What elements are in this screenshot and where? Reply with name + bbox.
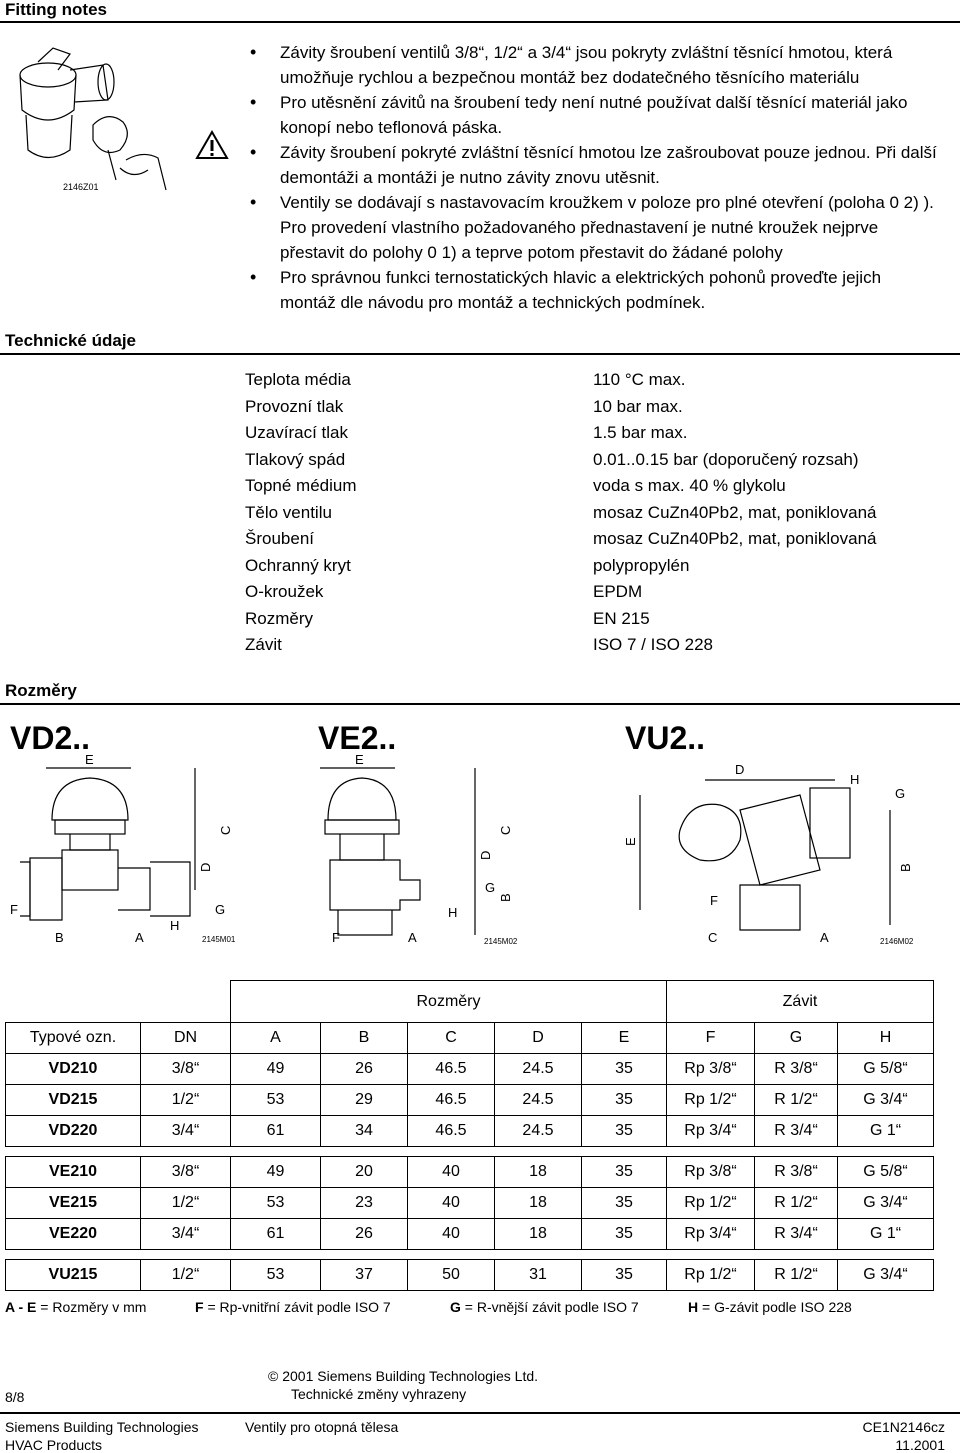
tech-value: 1.5 bar max. bbox=[593, 423, 688, 442]
tech-value: 0.01..0.15 bar (doporučený rozsah) bbox=[593, 449, 859, 469]
tech-key: Tlakový spád bbox=[245, 449, 346, 469]
table-cell: 35 bbox=[582, 1085, 667, 1116]
dimensions-table bbox=[5, 980, 934, 1291]
table-cell: 34 bbox=[321, 1116, 408, 1147]
table-cell: R 1/2“ bbox=[755, 1188, 838, 1219]
table-cell: 3/4“ bbox=[141, 1219, 231, 1250]
tech-key: O-kroužek bbox=[245, 582, 324, 601]
tech-key: Tělo ventilu bbox=[245, 502, 332, 522]
svg-text:B: B bbox=[498, 893, 513, 902]
svg-text:E: E bbox=[85, 752, 94, 767]
group-thread-header: Závit bbox=[667, 981, 934, 1023]
table-cell: 53 bbox=[231, 1188, 321, 1219]
tech-key: Uzavírací tlak bbox=[245, 423, 348, 442]
note-item: • Závity šroubení pokryté zvláštní těsnící hmotou lze zašroubovat pouze jednou. Při další demontáži a montáži je nutno závity znovu utěsnit. bbox=[250, 140, 940, 190]
division-name: HVAC Products bbox=[5, 1437, 102, 1453]
page-number: 8/8 bbox=[5, 1389, 25, 1405]
table-cell: Rp 1/2“ bbox=[667, 1260, 755, 1291]
tech-value: mosaz CuZn40Pb2, mat, poniklovaná bbox=[593, 529, 877, 548]
table-cell: 49 bbox=[231, 1054, 321, 1085]
table-cell: G 3/4“ bbox=[838, 1260, 934, 1291]
table-cell: R 1/2“ bbox=[755, 1260, 838, 1291]
svg-text:H: H bbox=[448, 905, 458, 920]
svg-text:H: H bbox=[850, 772, 860, 787]
table-header-row bbox=[6, 1023, 934, 1054]
fitting-notes-list bbox=[250, 40, 940, 315]
tech-value: EN 215 bbox=[593, 608, 650, 628]
table-cell: 1/2“ bbox=[141, 1188, 231, 1219]
copyright-text: © 2001 Siemens Building Technologies Ltd. bbox=[268, 1368, 539, 1384]
legend-item: F = Rp-vnitřní závit podle ISO 7 bbox=[195, 1299, 391, 1315]
svg-text:B: B bbox=[898, 863, 913, 872]
divider bbox=[0, 703, 960, 705]
table-cell: 18 bbox=[495, 1188, 582, 1219]
table-cell: Rp 3/8“ bbox=[667, 1157, 755, 1188]
table-cell: 1/2“ bbox=[141, 1085, 231, 1116]
svg-text:G: G bbox=[895, 786, 906, 801]
tech-key: Šroubení bbox=[245, 529, 314, 548]
table-cell: VD220 bbox=[6, 1116, 141, 1147]
column-header: DN bbox=[141, 1023, 231, 1054]
tech-key: Závit bbox=[245, 635, 282, 654]
svg-text:F: F bbox=[710, 893, 718, 908]
fitting-illustration bbox=[8, 40, 188, 200]
table-cell: 29 bbox=[321, 1085, 408, 1116]
table-cell: Rp 3/8“ bbox=[667, 1054, 755, 1085]
svg-text:A: A bbox=[135, 930, 144, 945]
group-dims-header: Rozměry bbox=[231, 981, 667, 1023]
note-item: • Ventily se dodávají s nastavovacím kroužkem v poloze pro plné otevření (poloha 0 2) ). Pro provedení vlastního požadovaného přednastavení je nutné kroužek nejprve přestavit do polohy 0 1) a teprve potom přestavit do žádané polohy bbox=[250, 190, 940, 265]
table-cell: 53 bbox=[231, 1260, 321, 1291]
table-row bbox=[6, 1188, 934, 1219]
svg-text:D: D bbox=[198, 862, 213, 872]
table-cell: VD210 bbox=[6, 1054, 141, 1085]
svg-text:E: E bbox=[355, 752, 364, 767]
warning-icon bbox=[195, 130, 229, 165]
table-cell: 24.5 bbox=[495, 1085, 582, 1116]
column-header: H bbox=[838, 1023, 934, 1054]
image-code: 2146Z01 bbox=[63, 182, 99, 192]
table-cell: G 5/8“ bbox=[838, 1054, 934, 1085]
table-cell: 1/2“ bbox=[141, 1260, 231, 1291]
table-cell: 31 bbox=[495, 1260, 582, 1291]
table-row bbox=[6, 1054, 934, 1085]
divider bbox=[0, 1412, 960, 1414]
tech-value: EPDM bbox=[593, 582, 643, 601]
divider bbox=[0, 21, 960, 23]
tech-value: 110 °C max. bbox=[593, 370, 686, 389]
table-cell: G 1“ bbox=[838, 1219, 934, 1250]
table-cell: 3/4“ bbox=[141, 1116, 231, 1147]
drawing-code-vd: 2145M01 bbox=[202, 935, 236, 944]
table-row bbox=[6, 1085, 934, 1116]
table-cell: 40 bbox=[408, 1157, 495, 1188]
table-cell: 37 bbox=[321, 1260, 408, 1291]
note-item: • Pro správnou funkci ternostatických hlavic a elektrických pohonů proveďte jejich montáž dle návodu pro montáž a technických podmínek. bbox=[250, 265, 940, 315]
tech-key: Ochranný kryt bbox=[245, 555, 351, 575]
fitting-notes-heading: Fitting notes bbox=[5, 0, 107, 19]
product-name: Ventily pro otopná tělesa bbox=[245, 1419, 399, 1435]
technical-data-heading: Technické údaje bbox=[5, 331, 137, 350]
table-cell: Rp 1/2“ bbox=[667, 1085, 755, 1116]
column-header: G bbox=[755, 1023, 838, 1054]
tech-key: Provozní tlak bbox=[245, 396, 344, 416]
company-name: Siemens Building Technologies bbox=[5, 1419, 199, 1435]
tech-value: mosaz CuZn40Pb2, mat, poniklovaná bbox=[593, 502, 877, 522]
table-cell: G 3/4“ bbox=[838, 1085, 934, 1116]
table-cell: 20 bbox=[321, 1157, 408, 1188]
column-header: C bbox=[408, 1023, 495, 1054]
document-date: 11.2001 bbox=[895, 1437, 945, 1453]
tech-value: ISO 7 / ISO 228 bbox=[593, 635, 714, 654]
table-cell: VU215 bbox=[6, 1260, 141, 1291]
table-cell: Rp 3/4“ bbox=[667, 1116, 755, 1147]
table-cell: Rp 3/4“ bbox=[667, 1219, 755, 1250]
tech-value: voda s max. 40 % glykolu bbox=[593, 476, 786, 495]
document-number: CE1N2146cz bbox=[862, 1419, 945, 1435]
table-cell: R 3/4“ bbox=[755, 1219, 838, 1250]
column-header: B bbox=[321, 1023, 408, 1054]
table-cell: 35 bbox=[582, 1219, 667, 1250]
table-cell: R 3/4“ bbox=[755, 1116, 838, 1147]
svg-text:B: B bbox=[55, 930, 64, 945]
table-cell: VE210 bbox=[6, 1157, 141, 1188]
svg-text:F: F bbox=[10, 902, 18, 917]
table-cell: R 1/2“ bbox=[755, 1085, 838, 1116]
table-cell: 35 bbox=[582, 1188, 667, 1219]
table-cell: 53 bbox=[231, 1085, 321, 1116]
table-cell: 35 bbox=[582, 1054, 667, 1085]
svg-text:E: E bbox=[623, 837, 638, 846]
svg-text:C: C bbox=[708, 930, 718, 945]
svg-text:C: C bbox=[498, 825, 513, 835]
column-header: E bbox=[582, 1023, 667, 1054]
note-item: • Závity šroubení ventilů 3/8“, 1/2“ a 3/4“ jsou pokryty zvláštní těsnící hmotou, která umožňuje rychlou a bezpečnou montáž bez dodatečného těsnícího materiálu bbox=[250, 40, 940, 90]
table-cell: 40 bbox=[408, 1219, 495, 1250]
table-cell: G 5/8“ bbox=[838, 1157, 934, 1188]
table-row bbox=[6, 1219, 934, 1250]
legend-item: A - E = Rozměry v mm bbox=[5, 1299, 147, 1315]
table-cell: 35 bbox=[582, 1116, 667, 1147]
column-header: D bbox=[495, 1023, 582, 1054]
column-header: A bbox=[231, 1023, 321, 1054]
tech-key: Rozměry bbox=[245, 608, 314, 628]
table-cell: 40 bbox=[408, 1188, 495, 1219]
svg-text:A: A bbox=[820, 930, 829, 945]
note-item: • Pro utěsnění závitů na šroubení tedy není nutné používat další těsnící materiál jako konopí nebo teflonová páska. bbox=[250, 90, 940, 140]
table-cell: G 3/4“ bbox=[838, 1188, 934, 1219]
table-cell: VE215 bbox=[6, 1188, 141, 1219]
table-row bbox=[6, 1116, 934, 1147]
table-cell: 26 bbox=[321, 1054, 408, 1085]
tech-value: 10 bar max. bbox=[593, 396, 683, 416]
table-cell: 49 bbox=[231, 1157, 321, 1188]
table-cell: 3/8“ bbox=[141, 1157, 231, 1188]
svg-text:H: H bbox=[170, 918, 180, 933]
table-cell: 18 bbox=[495, 1219, 582, 1250]
tech-key: Teplota média bbox=[245, 370, 351, 389]
table-cell: 46.5 bbox=[408, 1116, 495, 1147]
column-header: Typové ozn. bbox=[6, 1023, 141, 1054]
column-header: F bbox=[667, 1023, 755, 1054]
table-cell: 35 bbox=[582, 1157, 667, 1188]
copyright-icon: © bbox=[268, 1368, 279, 1384]
svg-text:A: A bbox=[408, 930, 417, 945]
drawing-title-vd: VD2.. bbox=[10, 720, 91, 756]
table-cell: 26 bbox=[321, 1219, 408, 1250]
table-cell: 46.5 bbox=[408, 1054, 495, 1085]
table-cell: 50 bbox=[408, 1260, 495, 1291]
drawing-code-vu: 2146M02 bbox=[880, 937, 914, 946]
svg-text:D: D bbox=[478, 850, 493, 860]
table-row bbox=[6, 1260, 934, 1291]
table-cell: Rp 1/2“ bbox=[667, 1188, 755, 1219]
valve-drawings bbox=[0, 750, 960, 950]
svg-text:G: G bbox=[485, 880, 496, 895]
table-cell: VE220 bbox=[6, 1219, 141, 1250]
table-cell: 61 bbox=[231, 1219, 321, 1250]
svg-text:D: D bbox=[735, 762, 745, 777]
table-cell: VD215 bbox=[6, 1085, 141, 1116]
table-cell: 18 bbox=[495, 1157, 582, 1188]
legend-item: H = G-závit podle ISO 228 bbox=[688, 1299, 852, 1315]
table-cell: R 3/8“ bbox=[755, 1054, 838, 1085]
svg-text:C: C bbox=[218, 825, 233, 835]
table-cell: 3/8“ bbox=[141, 1054, 231, 1085]
table-cell: 35 bbox=[582, 1260, 667, 1291]
table-row bbox=[6, 1157, 934, 1188]
svg-text:G: G bbox=[215, 902, 226, 917]
table-cell: 24.5 bbox=[495, 1054, 582, 1085]
legend-item: G = R-vnější závit podle ISO 7 bbox=[450, 1299, 639, 1315]
drawing-title-ve: VE2.. bbox=[318, 720, 397, 756]
changes-text: Technické změny vyhrazeny bbox=[291, 1386, 467, 1402]
tech-key: Topné médium bbox=[245, 476, 357, 495]
table-cell: 61 bbox=[231, 1116, 321, 1147]
drawing-code-ve: 2145M02 bbox=[484, 937, 518, 946]
table-cell: 24.5 bbox=[495, 1116, 582, 1147]
table-cell: G 1“ bbox=[838, 1116, 934, 1147]
table-cell: R 3/8“ bbox=[755, 1157, 838, 1188]
dimensions-heading: Rozměry bbox=[5, 681, 77, 700]
svg-text:F: F bbox=[332, 930, 340, 945]
table-cell: 46.5 bbox=[408, 1085, 495, 1116]
table-cell: 23 bbox=[321, 1188, 408, 1219]
drawing-title-vu: VU2.. bbox=[625, 720, 706, 756]
divider bbox=[0, 353, 960, 355]
tech-value: polypropylén bbox=[593, 555, 690, 575]
